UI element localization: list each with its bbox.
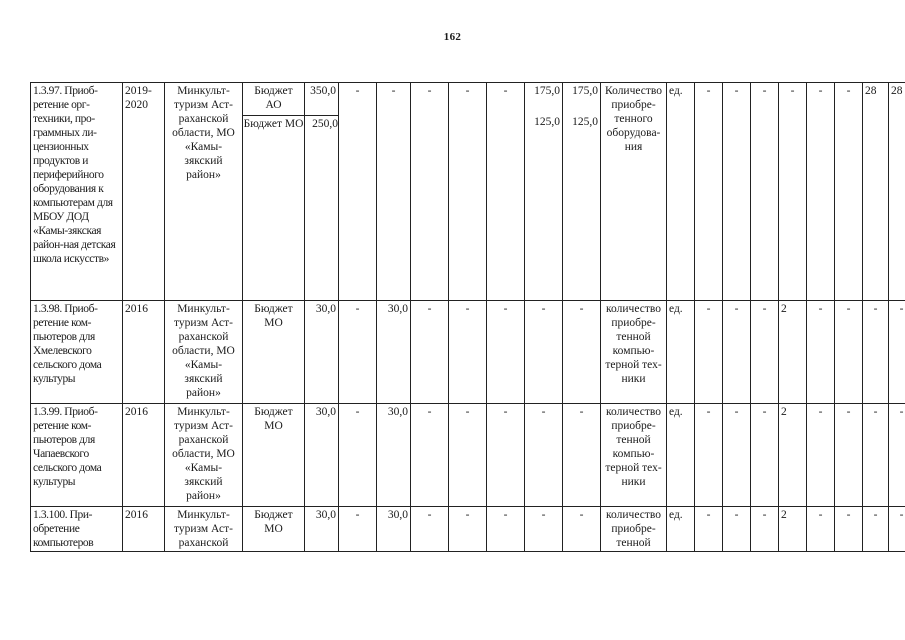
year-2017-cell: - bbox=[449, 404, 487, 507]
year-2020-cell: - bbox=[563, 404, 601, 507]
years-cell: 2016 bbox=[123, 301, 165, 404]
funding-source-1: Бюджет АО bbox=[254, 85, 293, 111]
year-2019-cell: - bbox=[525, 404, 563, 507]
year-2018-cell: - bbox=[487, 301, 525, 404]
year-2019-cell: - bbox=[525, 507, 563, 552]
year-2019-cell: - bbox=[525, 301, 563, 404]
indicator-value-cell: - bbox=[889, 507, 905, 552]
year-2015-cell: 30,0 bbox=[377, 301, 411, 404]
years-cell: 2019-2020 bbox=[123, 83, 165, 301]
measure-name-cell: 1.3.100. При-обретение компьютеров bbox=[31, 507, 123, 552]
year-2016-cell: - bbox=[411, 83, 449, 301]
unit-cell: ед. bbox=[667, 301, 695, 404]
indicator-value-cell: - bbox=[723, 301, 751, 404]
indicator-cell: количество приобре-тенной bbox=[601, 507, 667, 552]
indicator-value-cell: - bbox=[807, 301, 835, 404]
year-2017-cell: - bbox=[449, 83, 487, 301]
indicator-value-cell: 2 bbox=[779, 507, 807, 552]
indicator-value-cell: - bbox=[835, 404, 863, 507]
indicator-value-cell: 28 bbox=[863, 83, 889, 301]
year-2014-cell: - bbox=[339, 83, 377, 301]
indicator-value-cell: 28 bbox=[889, 83, 905, 301]
measure-name-cell: 1.3.99. Приоб-ретение ком-пьютеров для Чапаевского сельского дома культуры bbox=[31, 404, 123, 507]
funding-source-cell: Бюджет МО bbox=[243, 507, 305, 552]
unit-cell: ед. bbox=[667, 404, 695, 507]
indicator-value-cell: - bbox=[723, 404, 751, 507]
indicator-value-cell: - bbox=[751, 301, 779, 404]
total-cell: 30,0 bbox=[305, 507, 339, 552]
indicator-value-cell: - bbox=[751, 507, 779, 552]
year-2014-cell: - bbox=[339, 301, 377, 404]
indicator-value-cell: - bbox=[835, 301, 863, 404]
year-2020-value-2: 125,0 bbox=[572, 116, 598, 128]
indicator-cell: Количество приобре-тенного оборудова-ния bbox=[601, 83, 667, 301]
indicator-value-cell: - bbox=[751, 404, 779, 507]
table-row bbox=[31, 83, 905, 301]
indicator-value-cell: - bbox=[835, 507, 863, 552]
table-row bbox=[31, 507, 905, 552]
funding-source-cell bbox=[243, 83, 305, 301]
table-row bbox=[31, 301, 905, 404]
indicator-value-cell: - bbox=[889, 404, 905, 507]
indicator-value-cell: - bbox=[695, 507, 723, 552]
year-2019-cell bbox=[525, 83, 563, 301]
indicator-value-cell: - bbox=[723, 507, 751, 552]
unit-cell: ед. bbox=[667, 507, 695, 552]
total-cell: 30,0 bbox=[305, 301, 339, 404]
year-2018-cell: - bbox=[487, 83, 525, 301]
year-2014-cell: - bbox=[339, 507, 377, 552]
indicator-cell: количество приобре-тенной компью-терной тех-ники bbox=[601, 301, 667, 404]
indicator-value-cell: - bbox=[779, 83, 807, 301]
total-value-2: 250,0 bbox=[305, 115, 338, 131]
indicator-value-cell: - bbox=[863, 301, 889, 404]
year-2017-cell: - bbox=[449, 301, 487, 404]
measure-name-cell: 1.3.98. Приоб-ретение ком-пьютеров для Хмелевского сельского дома культуры bbox=[31, 301, 123, 404]
indicator-value-cell: - bbox=[807, 507, 835, 552]
year-2015-cell: 30,0 bbox=[377, 404, 411, 507]
years-cell: 2016 bbox=[123, 507, 165, 552]
year-2017-cell: - bbox=[449, 507, 487, 552]
year-2015-cell: 30,0 bbox=[377, 507, 411, 552]
year-2015-cell: - bbox=[377, 83, 411, 301]
indicator-value-cell: - bbox=[695, 404, 723, 507]
total-cell bbox=[305, 83, 339, 301]
executor-cell: Минкульт-туризм Аст-раханской bbox=[165, 507, 243, 552]
indicator-value-cell: 2 bbox=[779, 404, 807, 507]
year-2018-cell: - bbox=[487, 404, 525, 507]
indicator-value-cell: - bbox=[723, 83, 751, 301]
unit-cell: ед. bbox=[667, 83, 695, 301]
total-cell: 30,0 bbox=[305, 404, 339, 507]
indicator-value-cell: - bbox=[863, 507, 889, 552]
year-2016-cell: - bbox=[411, 404, 449, 507]
indicator-value-cell: - bbox=[889, 301, 905, 404]
funding-source-cell: Бюджет МО bbox=[243, 404, 305, 507]
year-2014-cell: - bbox=[339, 404, 377, 507]
funding-source-2: Бюджет МО bbox=[243, 115, 304, 131]
indicator-value-cell: - bbox=[695, 301, 723, 404]
indicator-value-cell: - bbox=[835, 83, 863, 301]
total-value-1: 350,0 bbox=[310, 85, 336, 97]
year-2016-cell: - bbox=[411, 301, 449, 404]
funding-source-cell: Бюджет МО bbox=[243, 301, 305, 404]
indicator-value-cell: - bbox=[695, 83, 723, 301]
indicator-value-cell: - bbox=[807, 404, 835, 507]
year-2020-cell: - bbox=[563, 507, 601, 552]
table-row bbox=[31, 404, 905, 507]
executor-cell: Минкульт-туризм Аст-раханской области, МО «Камы-зякский район» bbox=[165, 404, 243, 507]
executor-cell: Минкульт-туризм Аст-раханской области, МО «Камы-зякский район» bbox=[165, 301, 243, 404]
page-number: 162 bbox=[443, 31, 462, 43]
year-2020-cell: - bbox=[563, 301, 601, 404]
year-2016-cell: - bbox=[411, 507, 449, 552]
executor-cell: Минкульт-туризм Аст-раханской области, МО «Камы-зякский район» bbox=[165, 83, 243, 301]
indicator-value-cell: - bbox=[807, 83, 835, 301]
indicator-cell: количество приобре-тенной компью-терной тех-ники bbox=[601, 404, 667, 507]
year-2019-value-2: 125,0 bbox=[534, 116, 560, 128]
year-2020-value-1: 175,0 bbox=[572, 85, 598, 97]
year-2018-cell: - bbox=[487, 507, 525, 552]
indicator-value-cell: 2 bbox=[779, 301, 807, 404]
year-2019-value-1: 175,0 bbox=[534, 85, 560, 97]
years-cell: 2016 bbox=[123, 404, 165, 507]
indicator-value-cell: - bbox=[863, 404, 889, 507]
measure-name-cell: 1.3.97. Приоб-ретение орг-техники, про-граммных ли-цензионных продуктов и периферийного оборудования к компьютерам для МБОУ ДОД «Камы-зякская район-ная детская школа искусств» bbox=[31, 83, 123, 301]
budget-table bbox=[30, 82, 905, 552]
indicator-value-cell: - bbox=[751, 83, 779, 301]
year-2020-cell bbox=[563, 83, 601, 301]
